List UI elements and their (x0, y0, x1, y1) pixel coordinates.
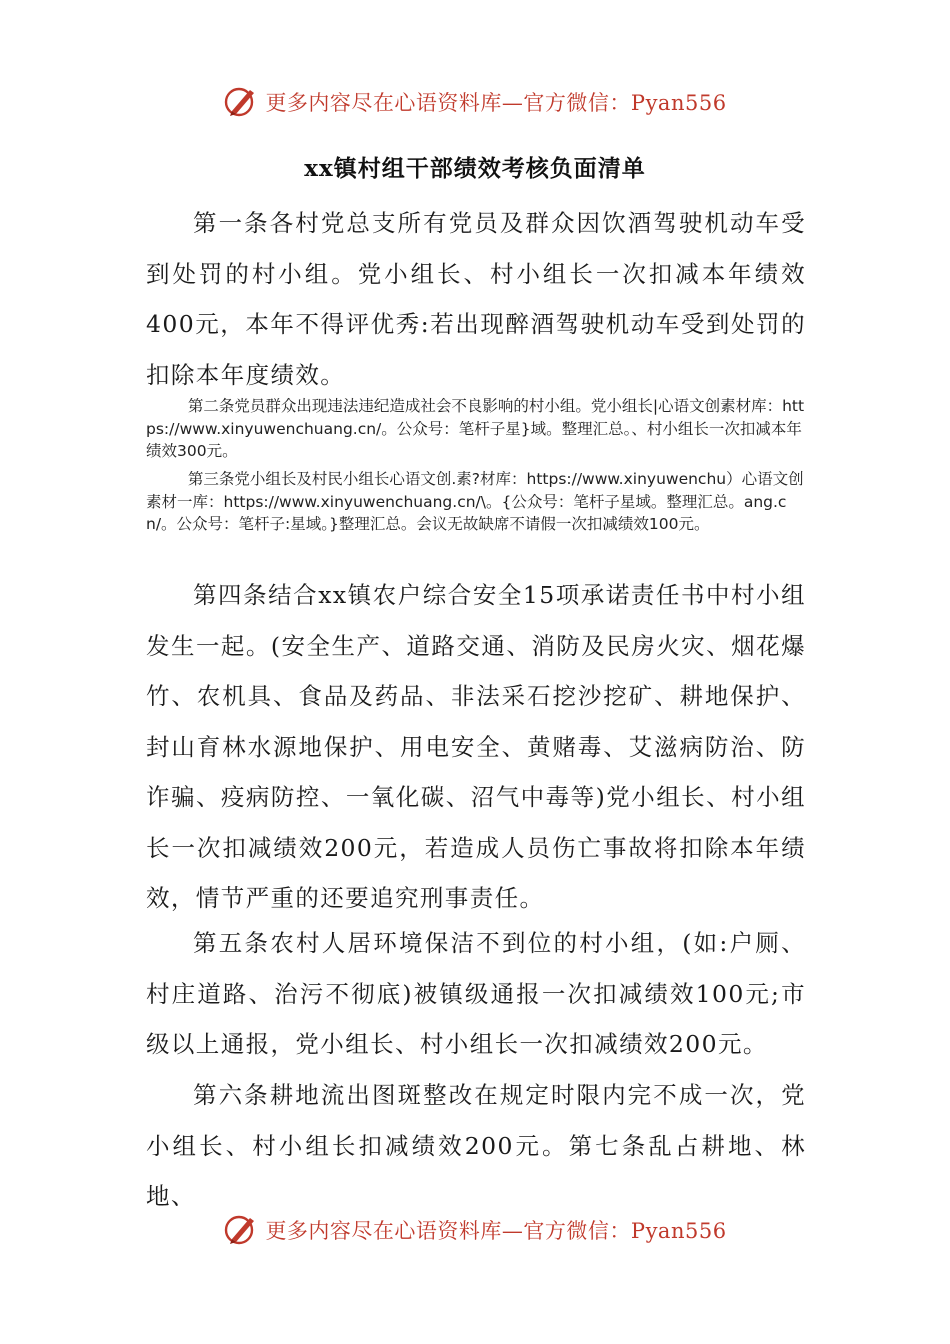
watermark-banner-top (0, 80, 950, 124)
article-3: 第三条党小组长及村民小组长心语文创.素?材库：https://www.xinyuwenchu）心语文创素材一库：https://www.xinyuwenchuang.cn/\。{公众号：笔杆子星域。整理汇总。ang.cn/。公众号：笔杆子:星域。}整理汇总。会议无故缺席不请假一次扣减绩效100元。 (146, 470, 804, 533)
pen-logo-icon (223, 84, 259, 120)
article-5: 第五条农村人居环境保洁不到位的村小组，(如:户厕、村庄道路、治污不彻底)被镇级通报一次扣减绩效100元;市级以上通报，党小组长、村小组长一次扣减绩效200元。 (146, 929, 806, 1058)
article-2: 第二条党员群众出现违法违纪造成社会不良影响的村小组。党小组长|心语文创素材库：https://www.xinyuwenchuang.cn/。公众号：笔杆子星}域。整理汇总。、村小组长一次扣减本年绩效300元。 (146, 397, 805, 460)
document-title: xx镇村组干部绩效考核负面清单 (304, 155, 646, 182)
watermark-text: 更多内容尽在心语资料库—官方微信：Pyan556 (265, 91, 727, 115)
article-6: 第六条耕地流出图斑整改在规定时限内完不成一次，党小组长、村小组长扣减绩效200元。第七条乱占耕地、林地、 (146, 1081, 806, 1210)
watermark-text: 更多内容尽在心语资料库—官方微信：Pyan556 (265, 1219, 727, 1243)
article-4: 第四条结合xx镇农户综合安全15项承诺责任书中村小组发生一起。(安全生产、道路交通、消防及民房火灾、烟花爆竹、农机具、食品及药品、非法采石挖沙挖矿、耕地保护、封山育林水源地保护、用电安全、黄赌毒、艾滋病防治、防诈骗、疫病防控、一氧化碳、沼气中毒等)党小组长、村小组长一次扣减绩效200元，若造成人员伤亡事故将扣除本年绩效，情节严重的还要追究刑事责任。 (146, 581, 806, 912)
watermark-banner-bottom (0, 1208, 950, 1252)
pen-logo-icon (223, 1212, 259, 1248)
article-1: 第一条各村党总支所有党员及群众因饮酒驾驶机动车受到处罚的村小组。党小组长、村小组长一次扣减本年绩效400元，本年不得评优秀:若出现醉酒驾驶机动车受到处罚的扣除本年度绩效。 (146, 209, 806, 389)
